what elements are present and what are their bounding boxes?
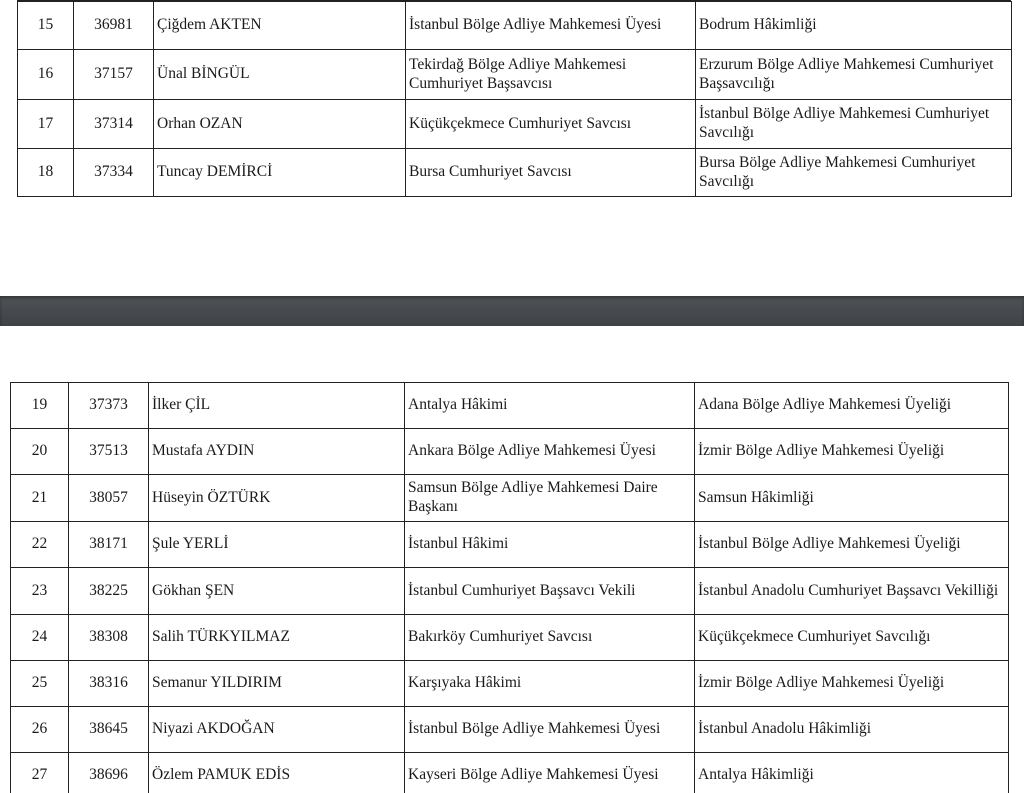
row-number: 26 (11, 707, 69, 753)
person-name: Semanur YILDIRIM (149, 661, 405, 707)
table-row (11, 615, 1009, 661)
current-position: Tekirdağ Bölge Adliye Mahkemesi Cumhuriyet Başsavcısı (406, 50, 696, 100)
person-name: İlker ÇİL (149, 383, 405, 429)
person-name: Salih TÜRKYILMAZ (149, 615, 405, 661)
new-position: İzmir Bölge Adliye Mahkemesi Üyeliği (695, 429, 1009, 475)
current-position: İstanbul Bölge Adliye Mahkemesi Üyesi (405, 707, 695, 753)
row-number: 18 (18, 149, 74, 197)
new-position: İstanbul Bölge Adliye Mahkemesi Üyeliği (695, 522, 1009, 568)
document-page-1 (0, 0, 1024, 296)
document-page-2 (0, 326, 1024, 793)
table-row (11, 568, 1009, 615)
registry-number: 37373 (69, 383, 149, 429)
row-number: 15 (18, 2, 74, 50)
person-name: Orhan OZAN (154, 100, 406, 149)
new-position: Bodrum Hâkimliği (696, 2, 1012, 50)
current-position: İstanbul Bölge Adliye Mahkemesi Üyesi (406, 2, 696, 50)
table-row (18, 100, 1012, 149)
current-position: Karşıyaka Hâkimi (405, 661, 695, 707)
person-name: Özlem PAMUK EDİS (149, 753, 405, 793)
registry-number: 37157 (74, 50, 154, 100)
table-row (11, 707, 1009, 753)
current-position: İstanbul Cumhuriyet Başsavcı Vekili (405, 568, 695, 615)
current-position: Samsun Bölge Adliye Mahkemesi Daire Başkanı (405, 475, 695, 522)
registry-number: 38316 (69, 661, 149, 707)
row-number: 22 (11, 522, 69, 568)
registry-number: 38308 (69, 615, 149, 661)
table-row (18, 50, 1012, 100)
new-position: İzmir Bölge Adliye Mahkemesi Üyeliği (695, 661, 1009, 707)
current-position: Antalya Hâkimi (405, 383, 695, 429)
new-position: Antalya Hâkimliği (695, 753, 1009, 793)
registry-number: 37513 (69, 429, 149, 475)
table-row (11, 475, 1009, 522)
appointments-table-page-2 (10, 382, 1009, 793)
person-name: Hüseyin ÖZTÜRK (149, 475, 405, 522)
person-name: Niyazi AKDOĞAN (149, 707, 405, 753)
person-name: Gökhan ŞEN (149, 568, 405, 615)
row-number: 27 (11, 753, 69, 793)
new-position: Samsun Hâkimliği (695, 475, 1009, 522)
person-name: Çiğdem AKTEN (154, 2, 406, 50)
registry-number: 38696 (69, 753, 149, 793)
registry-number: 37314 (74, 100, 154, 149)
current-position: Bakırköy Cumhuriyet Savcısı (405, 615, 695, 661)
current-position: Ankara Bölge Adliye Mahkemesi Üyesi (405, 429, 695, 475)
current-position: Bursa Cumhuriyet Savcısı (406, 149, 696, 197)
registry-number: 37334 (74, 149, 154, 197)
new-position: Erzurum Bölge Adliye Mahkemesi Cumhuriyet Başsavcılığı (696, 50, 1012, 100)
registry-number: 38645 (69, 707, 149, 753)
person-name: Mustafa AYDIN (149, 429, 405, 475)
registry-number: 38171 (69, 522, 149, 568)
new-position: İstanbul Anadolu Hâkimliği (695, 707, 1009, 753)
row-number: 19 (11, 383, 69, 429)
registry-number: 38057 (69, 475, 149, 522)
new-position: İstanbul Anadolu Cumhuriyet Başsavcı Vekilliği (695, 568, 1009, 615)
table-row (18, 149, 1012, 197)
row-number: 16 (18, 50, 74, 100)
table-row (11, 661, 1009, 707)
row-number: 17 (18, 100, 74, 149)
person-name: Ünal BİNGÜL (154, 50, 406, 100)
table-row (11, 383, 1009, 429)
row-number: 24 (11, 615, 69, 661)
new-position: İstanbul Bölge Adliye Mahkemesi Cumhuriyet Savcılığı (696, 100, 1012, 149)
page-separator (0, 296, 1024, 326)
table-row (11, 429, 1009, 475)
new-position: Küçükçekmece Cumhuriyet Savcılığı (695, 615, 1009, 661)
row-number: 25 (11, 661, 69, 707)
table-row (11, 753, 1009, 793)
person-name: Şule YERLİ (149, 522, 405, 568)
registry-number: 36981 (74, 2, 154, 50)
table-row (11, 522, 1009, 568)
table-row (18, 2, 1012, 50)
person-name: Tuncay DEMİRCİ (154, 149, 406, 197)
current-position: Kayseri Bölge Adliye Mahkemesi Üyesi (405, 753, 695, 793)
row-number: 20 (11, 429, 69, 475)
registry-number: 38225 (69, 568, 149, 615)
current-position: İstanbul Hâkimi (405, 522, 695, 568)
appointments-table-page-1 (17, 1, 1012, 197)
current-position: Küçükçekmece Cumhuriyet Savcısı (406, 100, 696, 149)
new-position: Adana Bölge Adliye Mahkemesi Üyeliği (695, 383, 1009, 429)
new-position: Bursa Bölge Adliye Mahkemesi Cumhuriyet Savcılığı (696, 149, 1012, 197)
row-number: 23 (11, 568, 69, 615)
row-number: 21 (11, 475, 69, 522)
